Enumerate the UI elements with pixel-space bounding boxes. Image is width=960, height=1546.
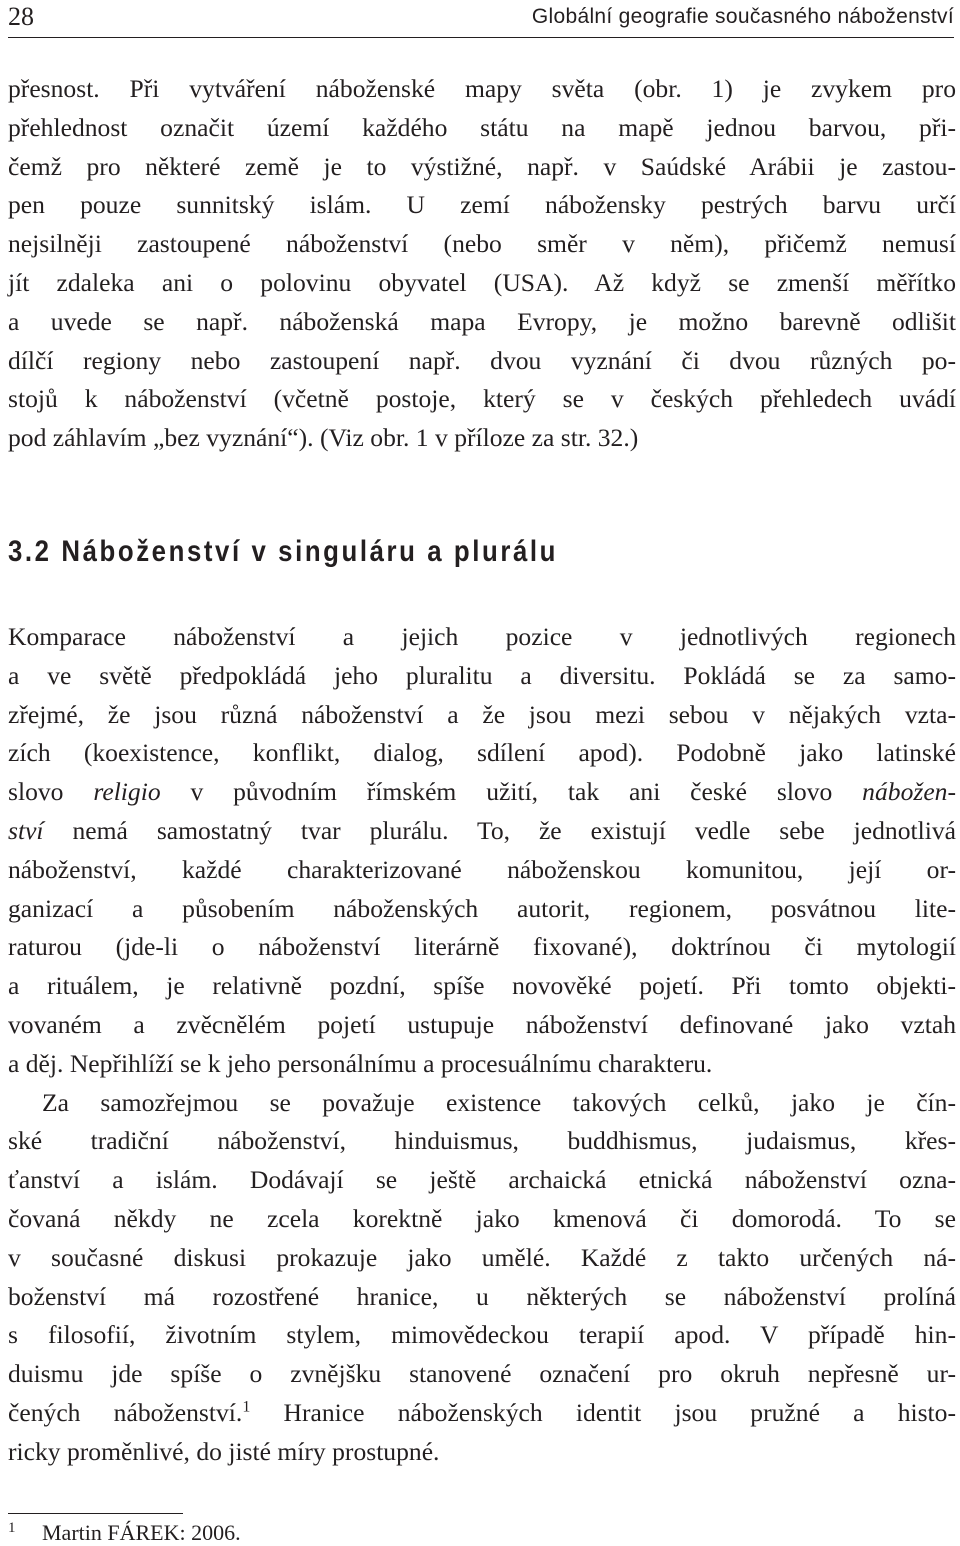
text-run: čených náboženství. (8, 1397, 243, 1427)
text-line: zřejmé, že jsou různá náboženství a že jsou mezi sebou v nějakých vzta- (8, 699, 956, 729)
text-line: přesnost. Při vytváření náboženské mapy světa (obr. 1) je zvykem pro (8, 74, 956, 103)
text-line: raturou (jde-li o náboženství literárně fixované), doktrínou či mytologií (8, 932, 956, 962)
text-line: v současné diskusi prokazuje jako umělé. Každé z takto určených ná- (8, 1242, 956, 1272)
text-run: nemá samostatný tvar plurálu. To, že existují vedle sebe jednotlivá (43, 815, 956, 845)
text-line: a ve světě předpokládá jeho pluralitu a diversitu. Pokládá se za samo- (8, 660, 956, 690)
text-line: zích (koexistence, konflikt, dialog, sdílení apod). Podobně jako latinské (8, 738, 956, 768)
text-run: v původním římském užití, tak ani české slovo (160, 777, 863, 807)
running-title: Globální geografie současného náboženství (531, 5, 954, 28)
text-line: a uvede se např. náboženská mapa Evropy, je možno barevně odlišit (8, 306, 956, 336)
text-line: ganizací a působením náboženských autorit, regionem, posvátnou lite- (8, 893, 956, 923)
text-line: jít zdaleka ani o polovinu obyvatel (USA). Až když se zmenší měřítko (8, 267, 956, 297)
text-run: Hranice náboženských identit jsou pružné a histo- (250, 1397, 956, 1427)
text-line: Za samozřejmou se považuje existence takových celků, jako je čín- (42, 1087, 956, 1117)
text-line: dílčí regiony nebo zastoupení např. dvou vyznání či dvou různých po- (8, 345, 956, 375)
text-line: ricky proměnlivé, do jisté míry prostupné. (8, 1436, 440, 1466)
text-line (8, 1394, 956, 1433)
italic-term-religio: religio (93, 777, 161, 807)
text-line: stojů k náboženství (včetně postoje, který se v českých přehledech uvádí (8, 384, 956, 414)
footnote-rule (8, 1513, 183, 1514)
text-line (8, 773, 956, 812)
text-line: náboženství, každé charakterizované náboženskou komunitou, její or- (8, 854, 956, 884)
section-title: Náboženství v singuláru a plurálu (61, 535, 558, 568)
intro-paragraph (8, 70, 956, 458)
text-line: a děj. Nepřihlíží se k jeho personálnímu a procesuálnímu charakteru. (8, 1048, 713, 1078)
header-rule (8, 37, 954, 38)
italic-term-nabozenstvi: nábožen- (862, 777, 956, 807)
page-header (8, 0, 954, 38)
text-line: čovaná někdy ne zcela korektně jako kmenová či domorodá. To se (8, 1203, 956, 1233)
text-line: a rituálem, je relativně pozdní, spíše novověké pojetí. Při tomto objekti- (8, 971, 956, 1001)
text-line: pod záhlavím „bez vyznání“). (Viz obr. 1 v příloze za str. 32.) (8, 423, 639, 453)
text-line: ské tradiční náboženství, hinduismus, buddhismus, judaismus, křes- (8, 1126, 956, 1156)
footnote: 1 Martin FÁREK: 2006. (8, 1519, 241, 1545)
text-line: pen pouze sunnitský islám. U zemí nábožensky pestrých barvu určí (8, 190, 956, 220)
text-run: slovo (8, 777, 94, 807)
text-line: duismu jde spíše o zvnějšku stanovené označení pro okruh nepřesně ur- (8, 1359, 956, 1389)
italic-term-nabozenstvi-end: ství (8, 815, 44, 845)
text-line: nejsilněji zastoupené náboženství (nebo směr v něm), přičemž nemusí (8, 229, 956, 259)
page-number: 28 (8, 2, 34, 31)
section-heading (8, 532, 558, 572)
text-line: čemž pro některé země je to výstižné, např. v Saúdské Arábii je zastou- (8, 151, 956, 181)
text-line: ťanství a islám. Dodávají se ještě archaická etnická náboženství ozna- (8, 1165, 956, 1195)
section-number: 3.2 (8, 535, 52, 568)
text-line: přehlednost označit území každého státu na mapě jednou barvou, při- (8, 112, 956, 142)
text-line (8, 812, 956, 851)
body-paragraphs (8, 618, 956, 1472)
text-line: s filosofií, životním stylem, mimovědeckou terapií apod. V případě hin- (8, 1320, 956, 1350)
footnote-text: Martin FÁREK: 2006. (42, 1520, 241, 1545)
footnote-reference[interactable]: 1 (242, 1398, 251, 1416)
text-line: boženství má rozostřené hranice, u některých se náboženství prolíná (8, 1281, 956, 1311)
text-line: Komparace náboženství a jejich pozice v jednotlivých regionech (8, 622, 956, 651)
text-line: vovaném a zvěcnělém pojetí ustupuje náboženství definované jako vztah (8, 1009, 956, 1039)
